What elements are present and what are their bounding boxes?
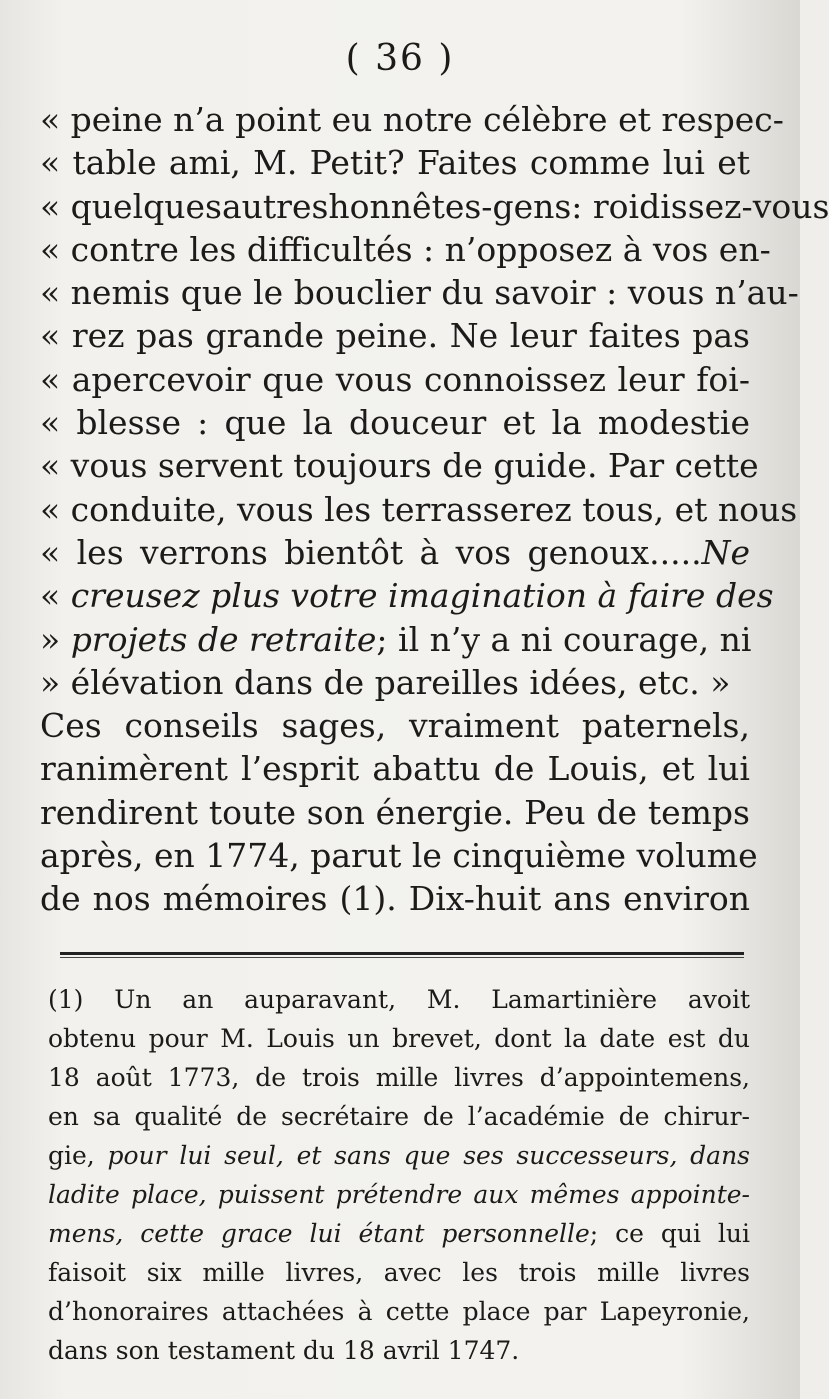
text-line xyxy=(40,185,829,228)
italic-text: creusez plus votre imagination à faire des xyxy=(70,576,774,616)
text-run: « xyxy=(40,576,71,616)
text-run: gie, xyxy=(48,1141,108,1170)
text-line xyxy=(40,401,750,444)
text-run: après, en 1774, parut le cinquième volume xyxy=(40,836,758,876)
text-line xyxy=(40,488,798,531)
text-run: « table ami, M. Petit? Faites comme lui et xyxy=(40,143,750,183)
text-line xyxy=(40,704,750,747)
footnote-line xyxy=(48,1175,750,1214)
italic-text: ladite place, puissent prétendre aux mêmes appointe- xyxy=(48,1180,750,1209)
text-run: dans son testament du 18 avril 1747. xyxy=(48,1336,520,1365)
text-run: rendirent toute son énergie. Peu de temps xyxy=(40,792,750,832)
text-run: faisoit six mille livres, avec les trois mille livres xyxy=(48,1258,750,1287)
text-run: ; ce qui lui xyxy=(589,1219,750,1248)
text-line xyxy=(40,358,750,401)
italic-text: pour lui seul, et sans que ses successeurs, dans xyxy=(107,1141,750,1170)
italic-text: projets de retraite xyxy=(70,619,377,659)
text-line xyxy=(40,228,771,271)
text-line xyxy=(40,574,774,617)
footnote-line xyxy=(48,1214,750,1253)
text-line xyxy=(40,791,750,834)
footnote-line xyxy=(48,1331,750,1370)
text-line xyxy=(40,271,799,314)
page-number: ( 36 ) xyxy=(345,38,455,79)
footnote-line xyxy=(48,1136,750,1175)
text-line xyxy=(40,747,750,790)
text-line xyxy=(40,661,750,704)
italic-text: mens, cette grace lui étant personnelle xyxy=(48,1219,590,1248)
footnote-separator xyxy=(60,952,744,958)
footnote xyxy=(48,980,750,1370)
text-line xyxy=(40,877,750,920)
text-run: de nos mémoires (1). Dix-huit ans environ xyxy=(40,879,750,919)
footnote-line xyxy=(48,1253,750,1292)
text-run: » élévation dans de pareilles idées, etc. » xyxy=(40,662,731,702)
text-run: d’honoraires attachées à cette place par Lapeyronie, xyxy=(48,1297,750,1326)
text-run: « les verrons bientôt à vos genoux..... xyxy=(40,532,702,572)
text-run: 18 août 1773, de trois mille livres d’appointemens, xyxy=(48,1063,750,1092)
text-run: « quelquesautreshonnêtes-gens: roidissez-vous xyxy=(40,186,829,226)
text-line xyxy=(40,444,759,487)
text-run: « blesse : que la douceur et la modestie xyxy=(40,403,750,443)
text-line xyxy=(40,531,750,574)
text-run: obtenu pour M. Louis un brevet, dont la date est du xyxy=(48,1024,750,1053)
text-run: « nemis que le bouclier du savoir : vous n’au- xyxy=(40,273,799,313)
text-run: en sa qualité de secrétaire de l’académie de chirur- xyxy=(48,1102,750,1131)
text-line xyxy=(40,618,750,661)
text-run: « apercevoir que vous connoissez leur foi- xyxy=(40,359,750,399)
text-run: « vous servent toujours de guide. Par cette xyxy=(40,446,759,486)
footnote-line xyxy=(48,1097,750,1136)
text-line xyxy=(40,314,750,357)
footnote-line xyxy=(48,1019,750,1058)
text-line xyxy=(40,834,758,877)
text-run: (1) Un an auparavant, M. Lamartinière avoit xyxy=(48,985,750,1014)
text-run: « contre les difficultés : n’opposez à vos en- xyxy=(40,229,771,269)
italic-text: Ne xyxy=(701,532,750,572)
text-run: ; il n’y a ni courage, ni xyxy=(376,619,752,659)
text-run: « peine n’a point eu notre célèbre et respec- xyxy=(40,100,784,139)
text-line xyxy=(40,98,784,141)
text-line xyxy=(40,141,750,184)
footnote-line xyxy=(48,1058,750,1097)
footnote-line xyxy=(48,1292,750,1331)
footnote-line xyxy=(48,980,750,1019)
text-run: » xyxy=(40,619,71,659)
text-run: ranimèrent l’esprit abattu de Louis, et lui xyxy=(40,749,750,789)
text-run: « conduite, vous les terrasserez tous, et nous xyxy=(40,489,798,529)
main-text xyxy=(40,98,829,921)
text-run: Ces conseils sages, vraiment paternels, xyxy=(40,706,750,746)
text-run: « rez pas grande peine. Ne leur faites pas xyxy=(40,316,750,356)
